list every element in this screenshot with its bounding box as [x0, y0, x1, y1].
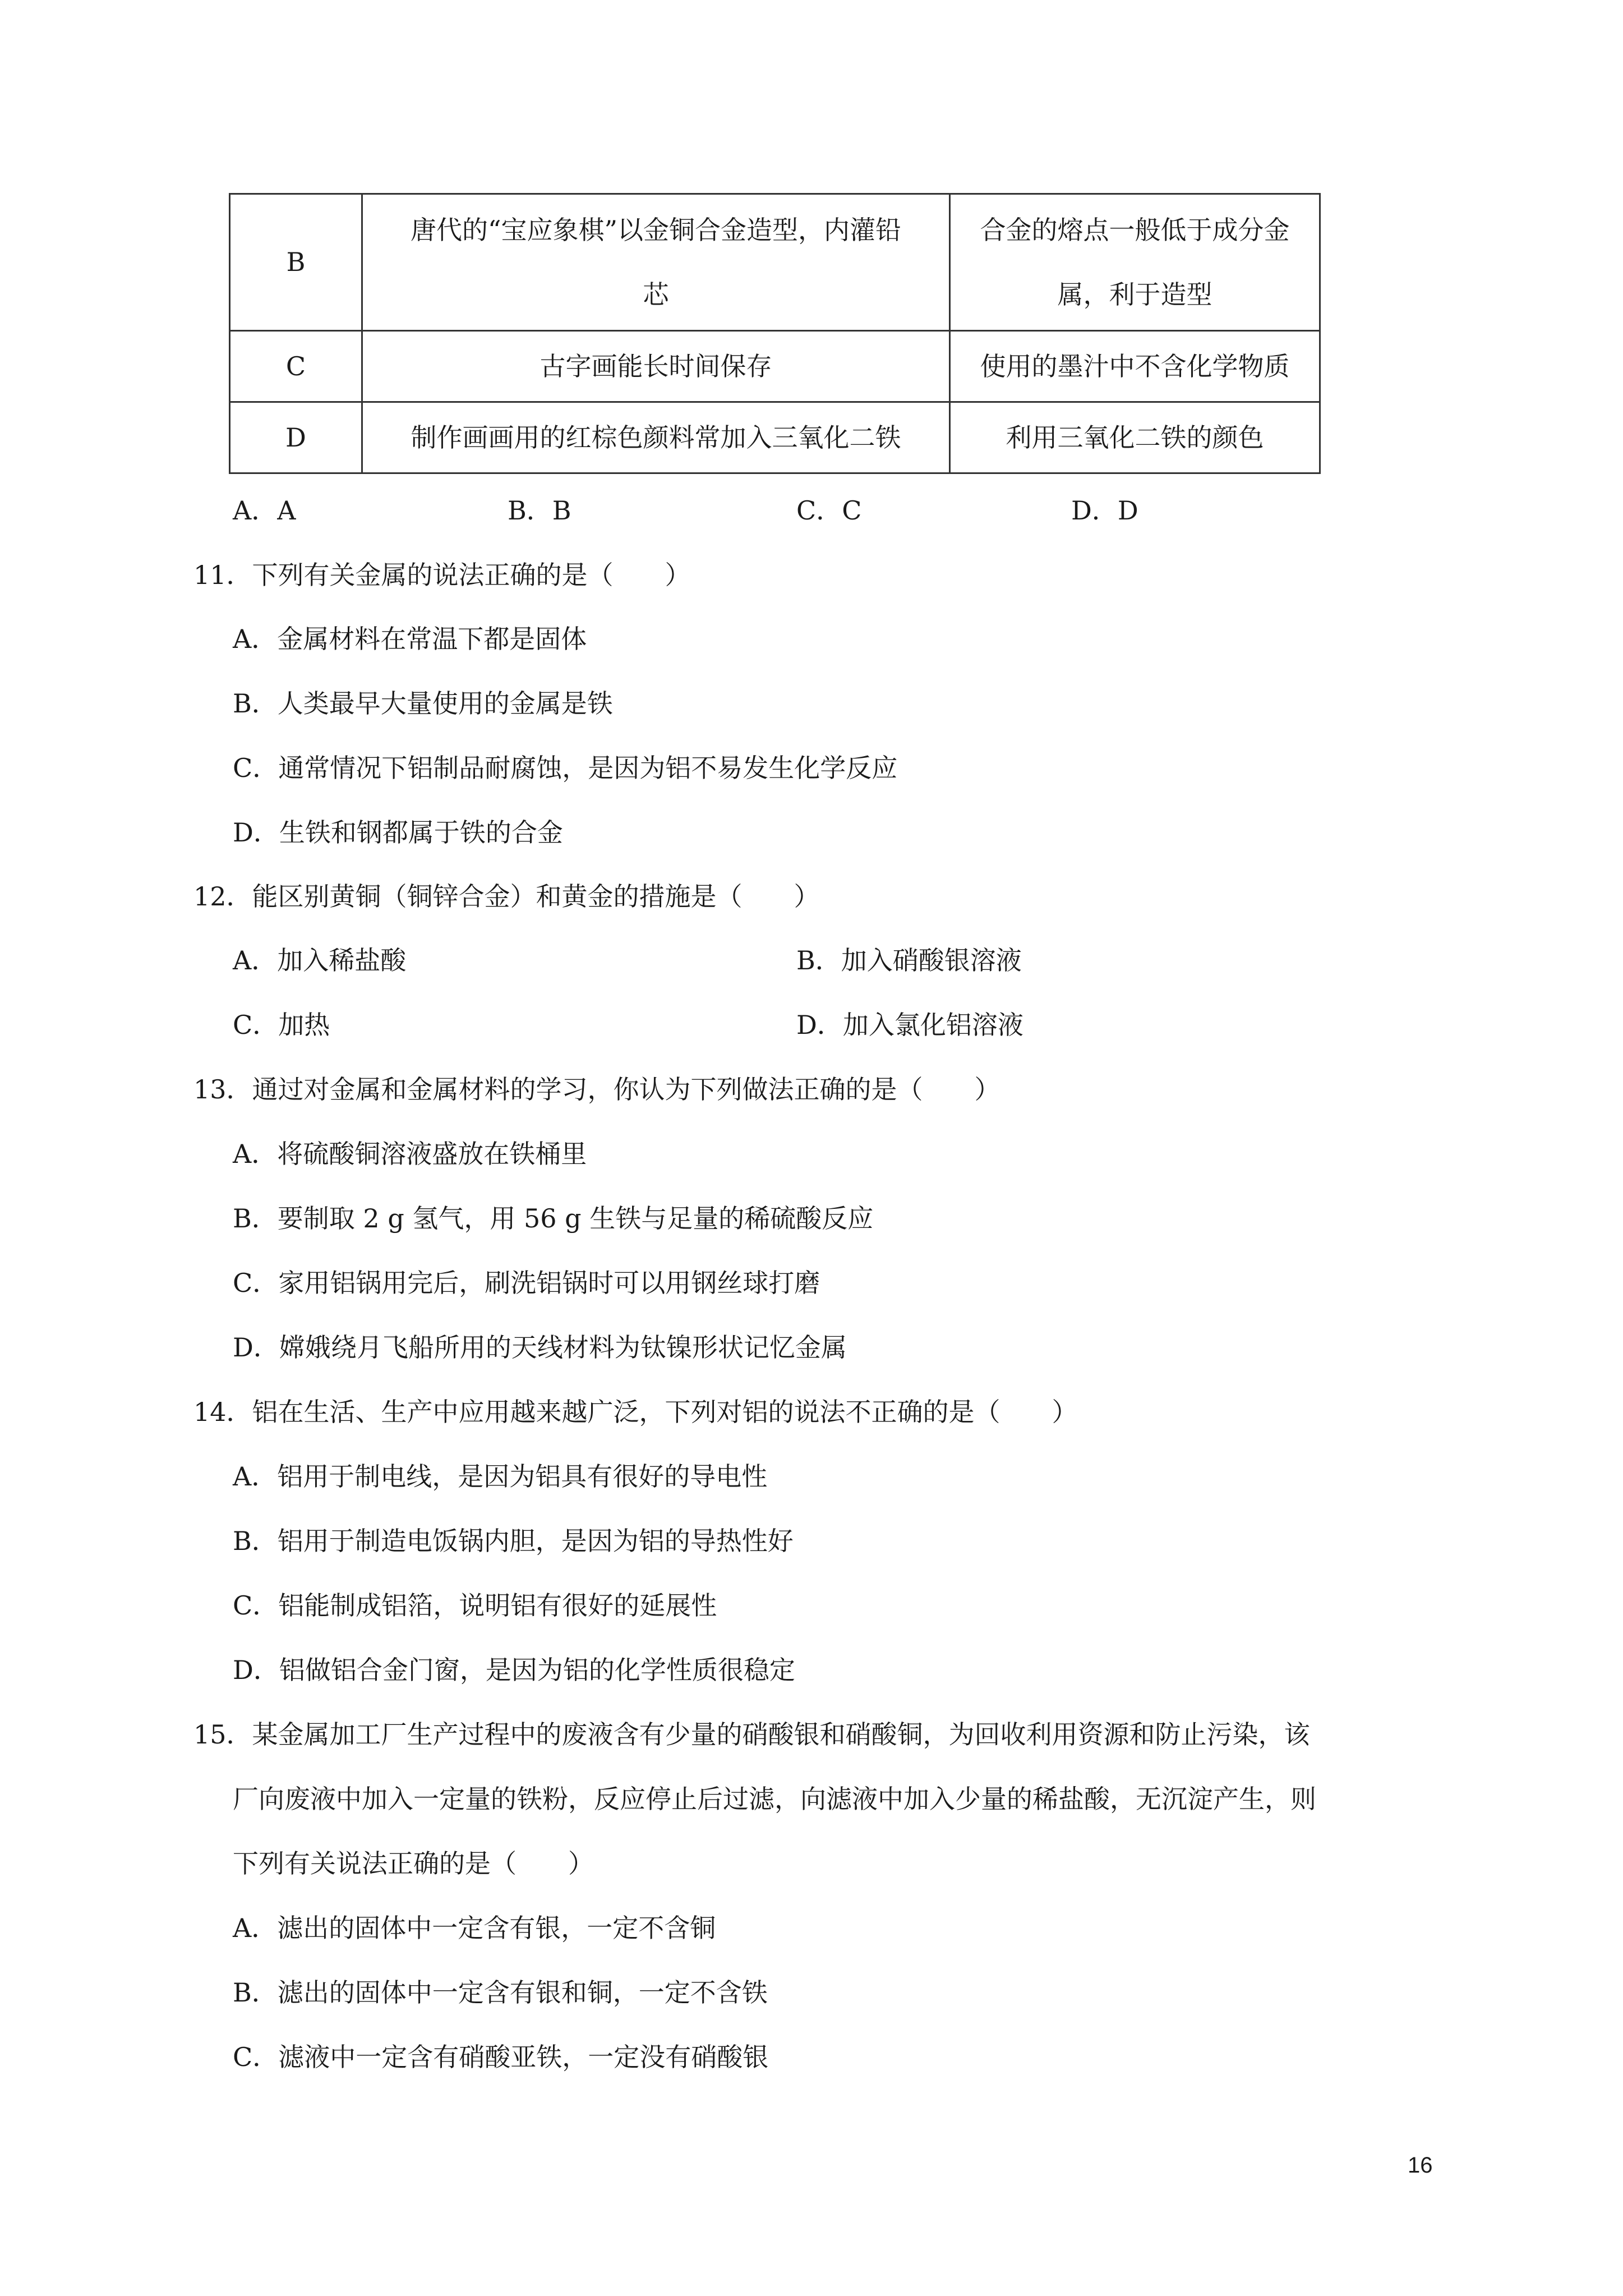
q13-option-b: B．要制取 2 g 氢气，用 56 g 生铁与足量的稀硫酸反应 — [233, 1203, 874, 1234]
q14-stem: 14．铝在生活、生产中应用越来越广泛，下列对铝的说法不正确的是（ ） — [193, 1397, 1078, 1427]
table-cell-explanation: 使用的墨汁中不含化学物质 — [950, 331, 1320, 402]
cell-text-line: 合金的熔点一般低于成分金 — [980, 214, 1290, 245]
q10-option-c: C．C — [796, 495, 862, 526]
q13-option-c: C．家用铝锅用完后，刷洗铝锅时可以用钢丝球打磨 — [233, 1268, 820, 1298]
q14-option-b: B．铝用于制造电饭锅内胆，是因为铝的导热性好 — [233, 1526, 794, 1556]
table-row — [230, 331, 1320, 402]
table-cell-description — [362, 194, 950, 331]
q15-stem-line: 下列有关说法正确的是（ ） — [233, 1848, 594, 1879]
table-cell-letter: C — [230, 331, 362, 402]
q13-option-a: A．将硫酸铜溶液盛放在铁桶里 — [233, 1139, 587, 1169]
table-row — [230, 194, 1320, 331]
cell-text-line: 属，利于造型 — [1057, 279, 1212, 310]
q12-option-d: D．加入氯化铝溶液 — [796, 1010, 1023, 1040]
q13-option-d: D．嫦娥绕月飞船所用的天线材料为钛镍形状记忆金属 — [233, 1332, 847, 1363]
table-cell-letter: D — [230, 402, 362, 473]
q11-option-a: A．金属材料在常温下都是固体 — [233, 624, 587, 654]
table-cell-description: 古字画能长时间保存 — [362, 331, 950, 402]
table-row — [230, 402, 1320, 473]
table-cell-explanation — [950, 194, 1320, 331]
q12-stem: 12．能区别黄铜（铜锌合金）和黄金的措施是（ ） — [193, 881, 820, 912]
q15-option-b: B．滤出的固体中一定含有银和铜，一定不含铁 — [233, 1977, 768, 2008]
q12-option-b: B．加入硝酸银溶液 — [796, 945, 1022, 976]
q15-stem-line: 15．某金属加工厂生产过程中的废液含有少量的硝酸银和硝酸铜，为回收利用资源和防止污染，该 — [193, 1719, 1310, 1750]
table-cell-letter: B — [230, 194, 362, 331]
q11-option-c: C．通常情况下铝制品耐腐蚀，是因为铝不易发生化学反应 — [233, 753, 898, 783]
cell-text-line: 芯 — [643, 279, 669, 310]
q10-option-d: D．D — [1071, 495, 1138, 526]
comparison-table — [229, 193, 1321, 474]
page-number: 16 — [1408, 2153, 1433, 2178]
cell-text-line: 唐代的“宝应象棋”以金铜合金造型，内灌铅 — [410, 214, 902, 245]
q10-option-a: A．A — [233, 495, 296, 526]
q12-option-a: A．加入稀盐酸 — [233, 945, 407, 976]
q15-option-a: A．滤出的固体中一定含有银，一定不含铜 — [233, 1913, 716, 1943]
table-cell-explanation: 利用三氧化二铁的颜色 — [950, 402, 1320, 473]
q14-option-c: C．铝能制成铝箔，说明铝有很好的延展性 — [233, 1590, 717, 1621]
q10-option-b: B．B — [508, 495, 571, 526]
q14-option-a: A．铝用于制电线，是因为铝具有很好的导电性 — [233, 1461, 768, 1492]
q11-option-b: B．人类最早大量使用的金属是铁 — [233, 688, 613, 719]
q13-stem: 13．通过对金属和金属材料的学习，你认为下列做法正确的是（ ） — [193, 1074, 1000, 1105]
q15-option-c: C．滤液中一定含有硝酸亚铁，一定没有硝酸银 — [233, 2042, 769, 2072]
table-cell-description: 制作画画用的红棕色颜料常加入三氧化二铁 — [362, 402, 950, 473]
q15-stem-line: 厂向废液中加入一定量的铁粉，反应停止后过滤，向滤液中加入少量的稀盐酸，无沉淀产生，则 — [233, 1784, 1316, 1814]
q12-option-c: C．加热 — [233, 1010, 330, 1040]
q11-stem: 11．下列有关金属的说法正确的是（ ） — [193, 560, 691, 590]
q11-option-d: D．生铁和钢都属于铁的合金 — [233, 817, 563, 848]
q14-option-d: D．铝做铝合金门窗，是因为铝的化学性质很稳定 — [233, 1655, 795, 1685]
